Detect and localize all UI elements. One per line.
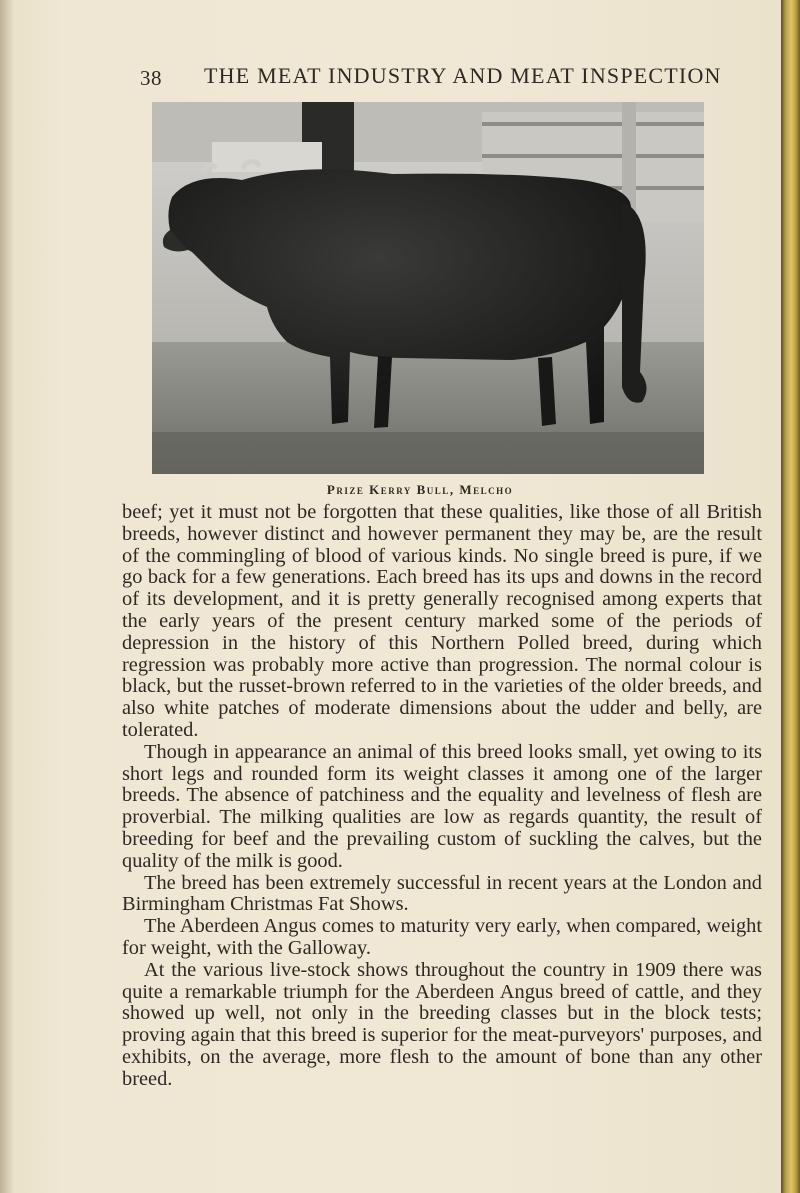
paragraph: At the various live-stock shows throughout the country in 1909 there was quite a remarkable triumph for the Aberdeen Angus breed of cattle, and they showed up well, not only in the breeding classes but in the block tests; proving again that this breed is superior for the meat-purveyors' purposes, and exhibits, on the average, more flesh to the amount of bone than any other breed. <box>122 958 762 1090</box>
paragraph: The Aberdeen Angus comes to maturity very early, when compared, weight for weight, with the Galloway. <box>122 915 762 959</box>
paragraph: beef; yet it must not be forgotten that these qualities, like those of all British breeds, however distinct and however permanent they may be, are the result of the commingling of blood of various kinds. No single breed is pure, if we go back for a few generations. Each breed has its ups and downs in the record of its development, and it is pretty generally recognised among experts that the early years of the present century marked some of the periods of depression in the history of this Northern Polled breed, during which regression was probably more active than progression. The normal colour is black, but the russet-brown referred to in the varieties of the older breeds, and also white patches of moderate dimensions about the udder and belly, are tolerated. <box>122 501 762 741</box>
running-title: THE MEAT INDUSTRY AND MEAT INSPECTION <box>204 63 722 88</box>
bull-photograph <box>152 102 704 474</box>
figure-caption-text: Prize Kerry Bull, Melcho <box>326 482 514 497</box>
paragraph: Though in appearance an animal of this breed looks small, yet owing to its short legs and rounded form its weight classes it among one of the larger breeds. The absence of patchiness and the equality and levelness of flesh are proverbial. The milking qualities are low as regards quantity, the result of breeding for beef and the prevailing custom of suckling the calves, but the quality of the milk is good. <box>122 740 762 872</box>
figure-caption <box>0 482 800 498</box>
bull-photograph-drawing <box>152 102 704 474</box>
paragraph: The breed has been extremely successful in recent years at the London and Birmingham Christmas Fat Shows. <box>122 871 762 916</box>
page-number: 38 <box>140 66 162 90</box>
body-text <box>122 502 762 1091</box>
book-binding-edge <box>781 0 800 1193</box>
gutter-shadow <box>0 0 14 1193</box>
